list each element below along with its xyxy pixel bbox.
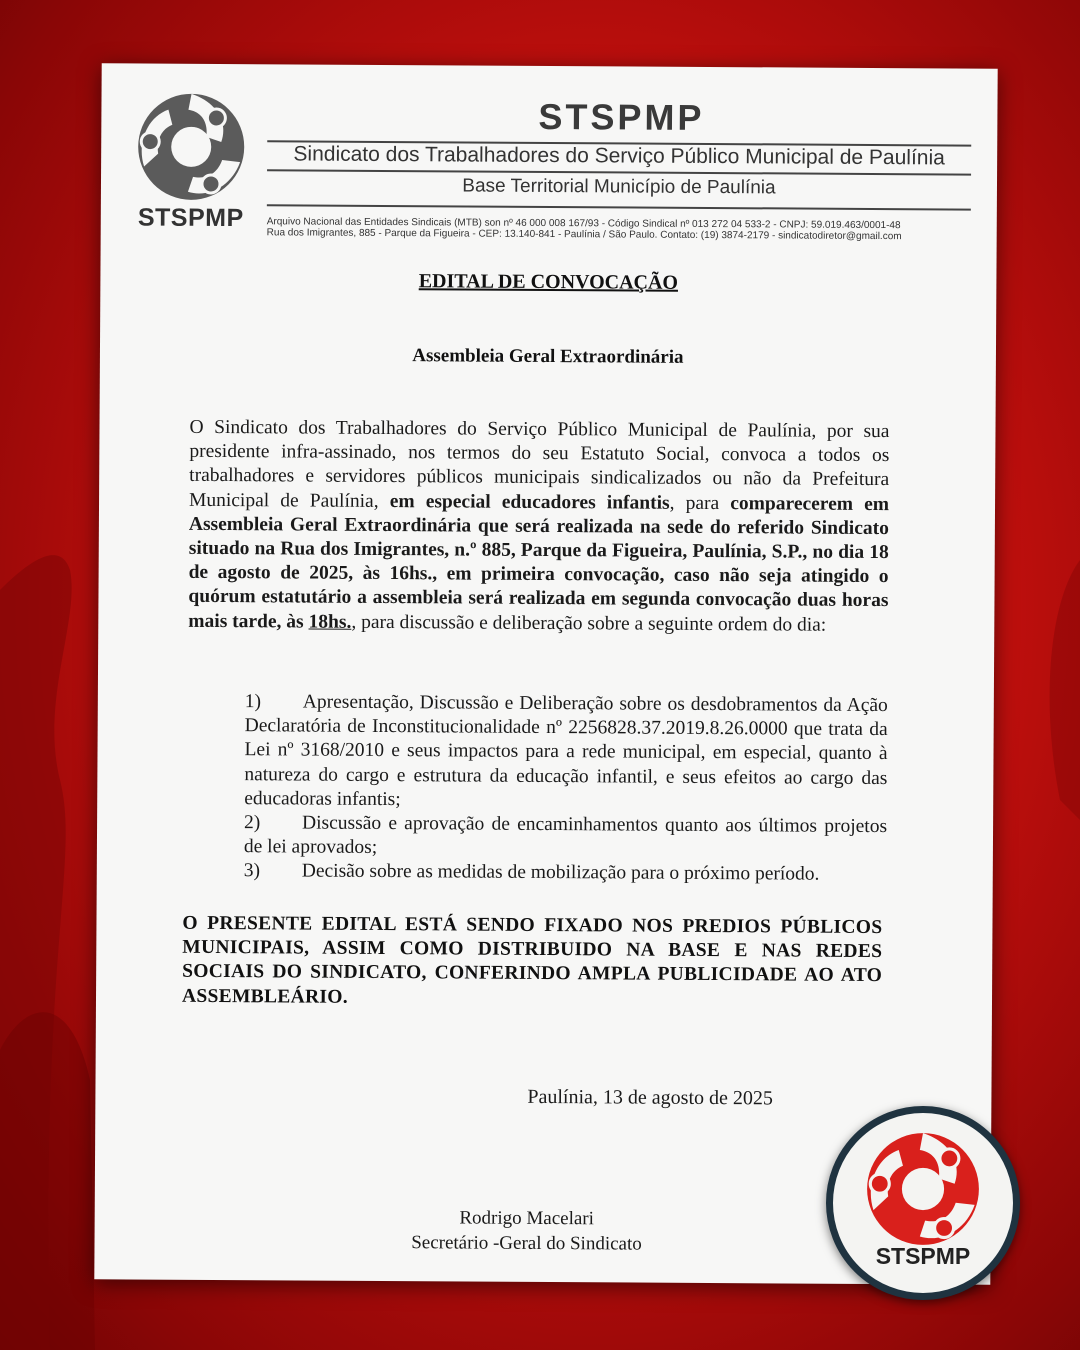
paragraph-bold: em especial educadores infantis	[389, 490, 670, 514]
territorial-base: Base Territorial Município de Paulínia	[462, 175, 776, 199]
paragraph-text: , para	[669, 492, 731, 514]
union-acronym: STSPMP	[538, 95, 705, 138]
publicity-notice: O PRESENTE EDITAL ESTÁ SENDO FIXADO NOS PREDIOS PÚBLICOS MUNICIPAIS, ASSIM COMO DISTRIBUIDO NA BASE E NAS REDES SOCIAIS DO SINDICATO, CONFERINDO AMPLA PUBLICIDADE AO ATO ASSEMBLEÁRIO.	[181, 912, 883, 1008]
agenda-number: 1)	[244, 691, 262, 713]
union-badge	[826, 1106, 1020, 1300]
agenda-number: 3)	[243, 860, 261, 882]
document-date: Paulínia, 13 de agosto de 2025	[527, 1085, 774, 1110]
convocation-paragraph	[188, 416, 889, 638]
agenda-item	[244, 811, 887, 863]
agenda-text: Discussão e aprovação de encaminhamentos quanto aos últimos projetos de lei aprovados;	[243, 812, 888, 859]
badge-caption: STSPMP	[875, 1243, 971, 1269]
agenda-text: Apresentação, Discussão e Deliberação sobre os desdobramentos da Ação Declaratória de Inconstitucionalidade nº 2256828.37.2019.8.26.0000 que trata da Lei nº 3168/2010 e seus impactos para a rede municipal, em especial, quanto à natureza do cargo e estrutura da educação infantil, e seus efeitos ao cargo das educadoras infantis;	[244, 691, 888, 810]
registration-line: Arquivo Nacional das Entidades Sindicais (MTB) son nº 46 000 008 167/93 - Código Sindical nº 013 272 04 533-2 - CNPJ: 59.019.463/0001-48	[266, 216, 901, 232]
document-paper	[94, 63, 997, 1284]
union-logo	[129, 91, 254, 233]
registration-info	[267, 216, 971, 242]
document-title: EDITAL DE CONVOCAÇÃO	[418, 270, 679, 294]
header-divider	[267, 204, 971, 210]
agenda-text: Decisão sobre as medidas de mobilização para o próximo período.	[301, 860, 820, 886]
agenda-list	[244, 690, 888, 888]
paragraph-text: O Sindicato dos Trabalhadores do Serviço Público Municipal de Paulínia, por sua presidente infra-assinado, nos termos do seu Estatuto Social, convoca a todos os trabalhadores e servidores públicos municipais sindicalizados ou não da Prefeitura Municipal de Paulínia,	[188, 416, 890, 512]
second-call-time: 18hs.	[308, 611, 352, 633]
union-logo-icon	[136, 91, 247, 202]
signer-name: Rodrigo Macelari	[459, 1207, 595, 1230]
union-full-name: Sindicato dos Trabalhadores do Serviço Público Municipal de Paulínia	[293, 142, 945, 170]
logo-caption: STSPMP	[137, 203, 244, 233]
agenda-item	[244, 860, 887, 888]
signer-role: Secretário -Geral do Sindicato	[411, 1232, 642, 1255]
badge-logo-icon	[865, 1131, 981, 1247]
agenda-number: 2)	[244, 812, 261, 834]
agenda-item	[244, 690, 888, 815]
paragraph-text: , para discussão e deliberação sobre a seguinte ordem do dia:	[351, 611, 827, 636]
document-subtitle: Assembleia Geral Extraordinária	[412, 345, 684, 368]
address-contact-line: Rua dos Imigrantes, 885 - Parque da Figueira - CEP: 13.140-841 - Paulínia / São Paulo. Contato: (19) 3874-2179 - sindicatodiretor@gmail.com	[266, 227, 902, 243]
paragraph-bold: comparecerem em Assembleia Geral Extraordinária que será realizada na sede do referido Sindicato situado na Rua dos Imigrantes, n.º 885, Parque da Figueira, Paulínia, S.P., no dia 18 de agosto de 2025, às 16hs., em primeira convocação, caso não seja atingido o quórum estatutário a assembleia será realizada em segunda convocação duas horas mais tarde, às	[188, 492, 890, 633]
